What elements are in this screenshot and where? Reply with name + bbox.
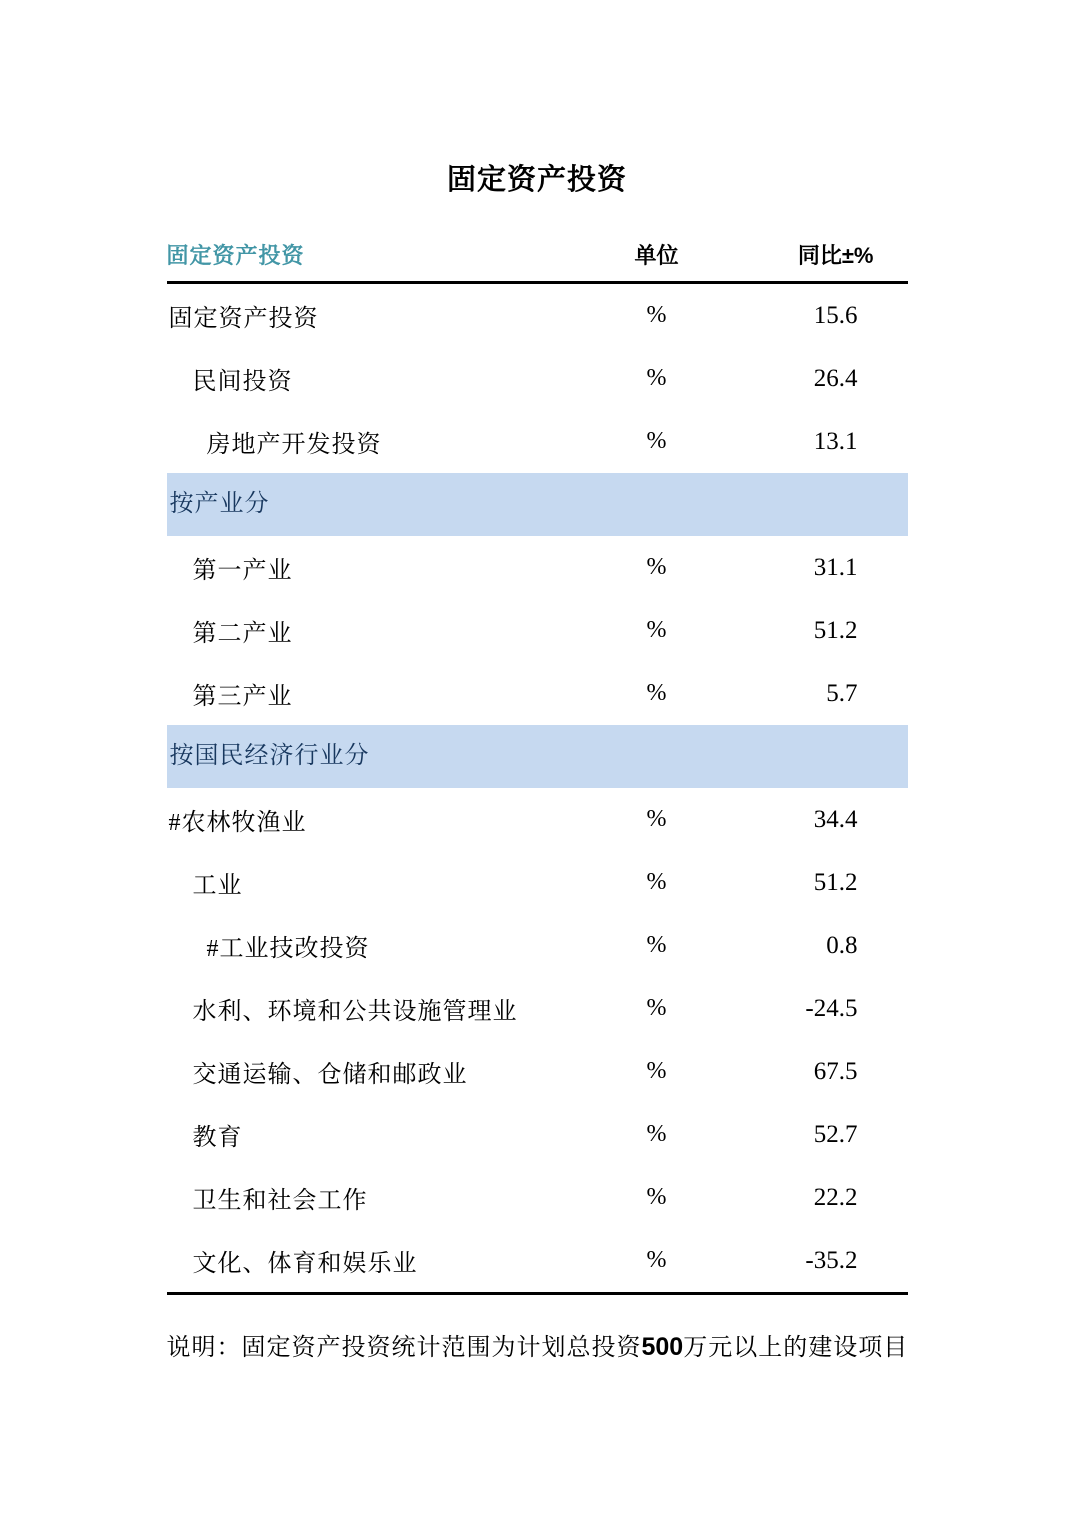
row-value: 52.7 [813,1120,858,1148]
row-label: 教育 [192,1125,243,1151]
row-label: #农林牧渔业 [168,810,307,836]
table-header-row [167,228,908,284]
table-row [167,851,908,914]
row-unit: % [646,554,667,580]
table-row [167,410,908,473]
row-label: 民间投资 [192,369,293,395]
table-row [167,914,908,977]
row-unit: % [646,617,667,643]
row-label: 交通运输、仓储和邮政业 [192,1062,468,1088]
table-footnote [167,1327,908,1362]
row-label: 工业 [192,873,243,899]
section-label: 按国民经济行业分 [169,743,370,769]
row-label: 固定资产投资 [168,306,319,332]
table-row [167,347,908,410]
table-row [167,599,908,662]
row-unit: % [646,1184,667,1210]
row-label: 房地产开发投资 [206,432,382,458]
row-value: 13.1 [813,427,858,455]
row-value: 0.8 [826,931,858,959]
section-label: 按产业分 [169,491,270,517]
row-unit: % [646,1058,667,1084]
row-unit: % [646,1121,667,1147]
footnote-suffix: 万元以上的建设项目 [683,1335,909,1361]
row-unit: % [646,995,667,1021]
row-label: 文化、体育和娱乐业 [192,1251,418,1277]
row-value: 51.2 [813,616,858,644]
table-row [167,662,908,725]
row-value: 34.4 [813,805,858,833]
row-value: 22.2 [813,1183,858,1211]
table-header-unit: 单位 [634,243,679,268]
row-unit: % [646,806,667,832]
row-unit: % [646,932,667,958]
section-row-by-economic-sector [167,725,908,788]
row-value: -24.5 [805,994,858,1022]
table-header-yoy: 同比±% [797,243,874,268]
footnote-prefix: 说明：固定资产投资统计范围为计划总投资 [166,1335,642,1361]
table-row [167,1229,908,1292]
row-label: 卫生和社会工作 [192,1188,368,1214]
row-unit: % [646,1247,667,1273]
section-row-by-industry [167,473,908,536]
table-row [167,977,908,1040]
fixed-asset-investment-table [167,228,908,1295]
row-label: 第二产业 [192,621,293,647]
footnote-highlight-number: 500 [641,1333,684,1361]
row-value: 31.1 [813,553,858,581]
row-unit: % [646,302,667,328]
table-row [167,1040,908,1103]
row-value: 26.4 [813,364,858,392]
row-unit: % [646,428,667,454]
table-header-name: 固定资产投资 [166,243,305,268]
table-row [167,1103,908,1166]
row-unit: % [646,869,667,895]
table-row [167,536,908,599]
row-value: 67.5 [813,1057,858,1085]
row-value: 15.6 [813,301,858,329]
row-unit: % [646,680,667,706]
row-value: -35.2 [805,1246,858,1274]
row-value: 51.2 [813,868,858,896]
table-row [167,1166,908,1229]
row-label: 第三产业 [192,684,293,710]
row-label: 水利、环境和公共设施管理业 [192,999,518,1025]
page-title: 固定资产投资 [446,164,627,196]
table-row [167,284,908,347]
row-value: 5.7 [826,679,858,707]
row-label: #工业技改投资 [206,936,370,962]
row-label: 第一产业 [192,558,293,584]
row-unit: % [646,365,667,391]
table-row [167,788,908,851]
